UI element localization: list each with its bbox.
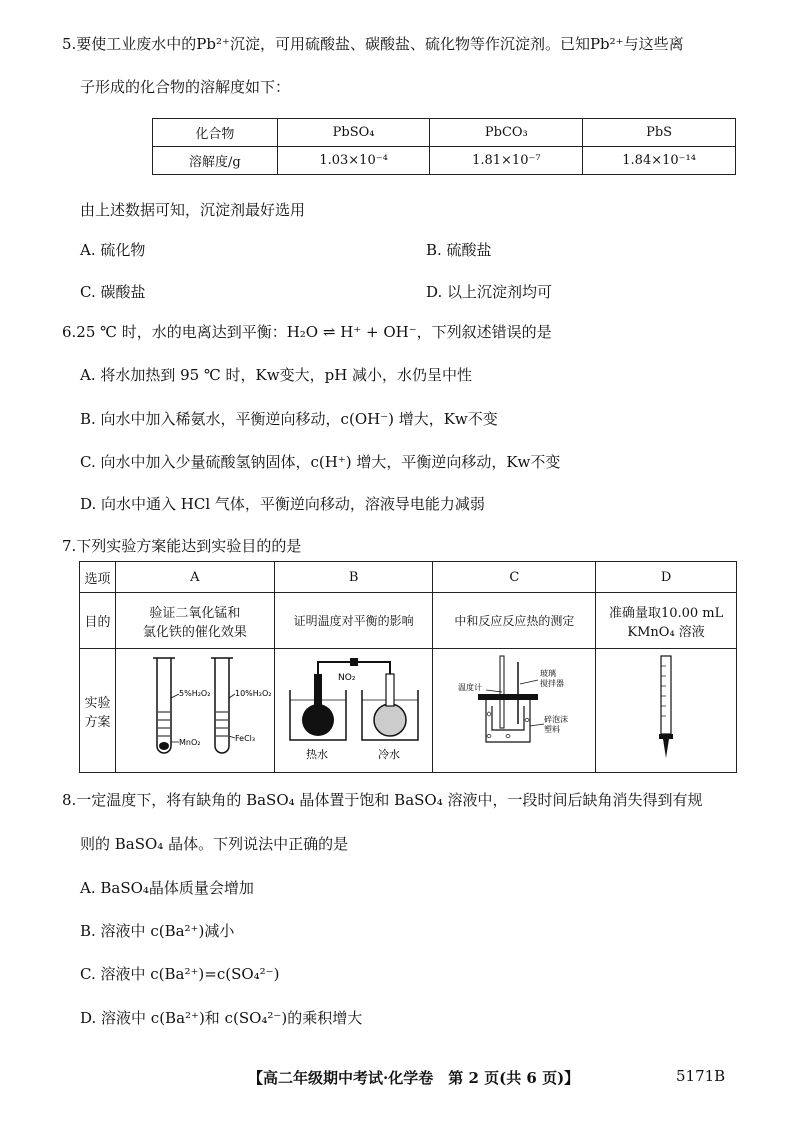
q5-stem-line2: 子形成的化合物的溶解度如下： [80,78,291,96]
flasks-diagram [276,650,432,768]
table-cell: PbCO₃ [430,119,583,147]
table-cell: C [433,562,596,593]
q8-option-b: B. 溶液中 c(Ba²⁺)减小 [80,922,235,940]
label-no2: NO₂ [337,672,356,683]
table-cell [115,593,274,649]
q5-stem-line1: 5.要使工业废水中的Pb²⁺沉淀，可用硫酸盐、碳酸盐、硫化物等作沉淀剂。已知Pb²⁺与这些离 [62,35,684,53]
q6-option-a: A. 将水加热到 95 ℃ 时，Kw变大，pH 减小，水仍呈中性 [80,366,473,384]
label-cold-water: 冷水 [377,747,400,761]
table-cell: 1.84×10⁻¹⁴ [583,147,736,175]
table-row [80,649,737,773]
q5-question: 由上述数据可知，沉淀剂最好选用 [80,201,306,219]
table-cell: PbSO₄ [277,119,430,147]
scheme-label-line2: 方案 [84,714,111,730]
purpose-d-line1: 准确量取10.00 mL [608,605,724,621]
diagram-c-cell [433,649,596,773]
label-glass: 玻璃 [540,668,557,678]
q5-option-b: B. 硫酸盐 [426,241,492,259]
q6-option-c: C. 向水中加入少量硫酸氢钠固体，c(H⁺) 增大，平衡逆向移动，Kw不变 [80,453,561,471]
purpose-d-line2: KMnO₄ 溶液 [627,624,705,640]
label-plastic: 塑料 [544,724,561,734]
table-cell: B [274,562,433,593]
label-5pct-h2o2: 5%H₂O₂ [178,688,211,698]
test-tubes-diagram [117,650,273,768]
table-cell: 选项 [80,562,116,593]
table-row [80,562,737,593]
table-cell: 溶解度/g [153,147,278,175]
q5-option-c: C. 碳酸盐 [80,283,146,301]
label-stirrer: 搅拌器 [540,678,565,688]
label-hot-water: 热水 [305,747,328,761]
scheme-label-line1: 实验 [84,695,111,711]
q7-stem: 7.下列实验方案能达到实验目的的是 [62,537,302,555]
table-cell: 1.81×10⁻⁷ [430,147,583,175]
q8-stem-line2: 则的 BaSO₄ 晶体。下列说法中正确的是 [80,835,349,853]
paper-code: 5171B [676,1067,726,1085]
purpose-a-line1: 验证二氧化锰和 [149,605,241,621]
diagram-b-cell [274,649,433,773]
q5-option-a: A. 硫化物 [80,241,146,259]
purpose-b: 证明温度对平衡的影响 [274,593,433,649]
table-cell [596,593,737,649]
q8-stem-line1: 8.一定温度下，将有缺角的 BaSO₄ 晶体置于饱和 BaSO₄ 溶液中，一段时间后缺角消失得到有规 [62,791,703,809]
label-10pct-h2o2: 10%H₂O₂ [234,688,272,698]
purpose-a-line2: 氯化铁的催化效果 [142,624,247,640]
q6-option-d: D. 向水中通入 HCl 气体，平衡逆向移动，溶液导电能力减弱 [80,495,485,513]
q6-stem: 6.25 ℃ 时，水的电离达到平衡：H₂O ⇌ H⁺ + OH⁻，下列叙述错误的是 [62,323,552,341]
burette-diagram [597,650,735,768]
q5-option-d: D. 以上沉淀剂均可 [426,283,553,301]
table-cell [80,649,116,773]
page-footer: 【高二年级期中考试·化学卷 第 2 页(共 6 页)】 [248,1069,580,1087]
label-fecl3: FeCl₃ [234,733,255,743]
experiment-table [79,561,737,773]
label-thermometer: 温度计 [458,682,483,692]
table-cell: D [596,562,737,593]
calorimeter-diagram [434,650,594,768]
solubility-table [152,118,736,175]
label-foam: 碎泡沫 [544,714,569,724]
label-mno2: MnO₂ [178,737,201,747]
q8-option-c: C. 溶液中 c(Ba²⁺)=c(SO₄²⁻) [80,965,280,983]
q6-option-b: B. 向水中加入稀氨水，平衡逆向移动，c(OH⁻) 增大，Kw不变 [80,410,498,428]
q8-option-a: A. BaSO₄晶体质量会增加 [80,879,254,897]
table-cell: A [115,562,274,593]
purpose-c: 中和反应反应热的测定 [433,593,596,649]
table-row [80,593,737,649]
diagram-a-cell [115,649,274,773]
diagram-d-cell [596,649,737,773]
table-cell: 化合物 [153,119,278,147]
table-row [153,119,736,147]
table-cell: 目的 [80,593,116,649]
q8-option-d: D. 溶液中 c(Ba²⁺)和 c(SO₄²⁻)的乘积增大 [80,1009,363,1027]
table-row [153,147,736,175]
table-cell: PbS [583,119,736,147]
table-cell: 1.03×10⁻⁴ [277,147,430,175]
